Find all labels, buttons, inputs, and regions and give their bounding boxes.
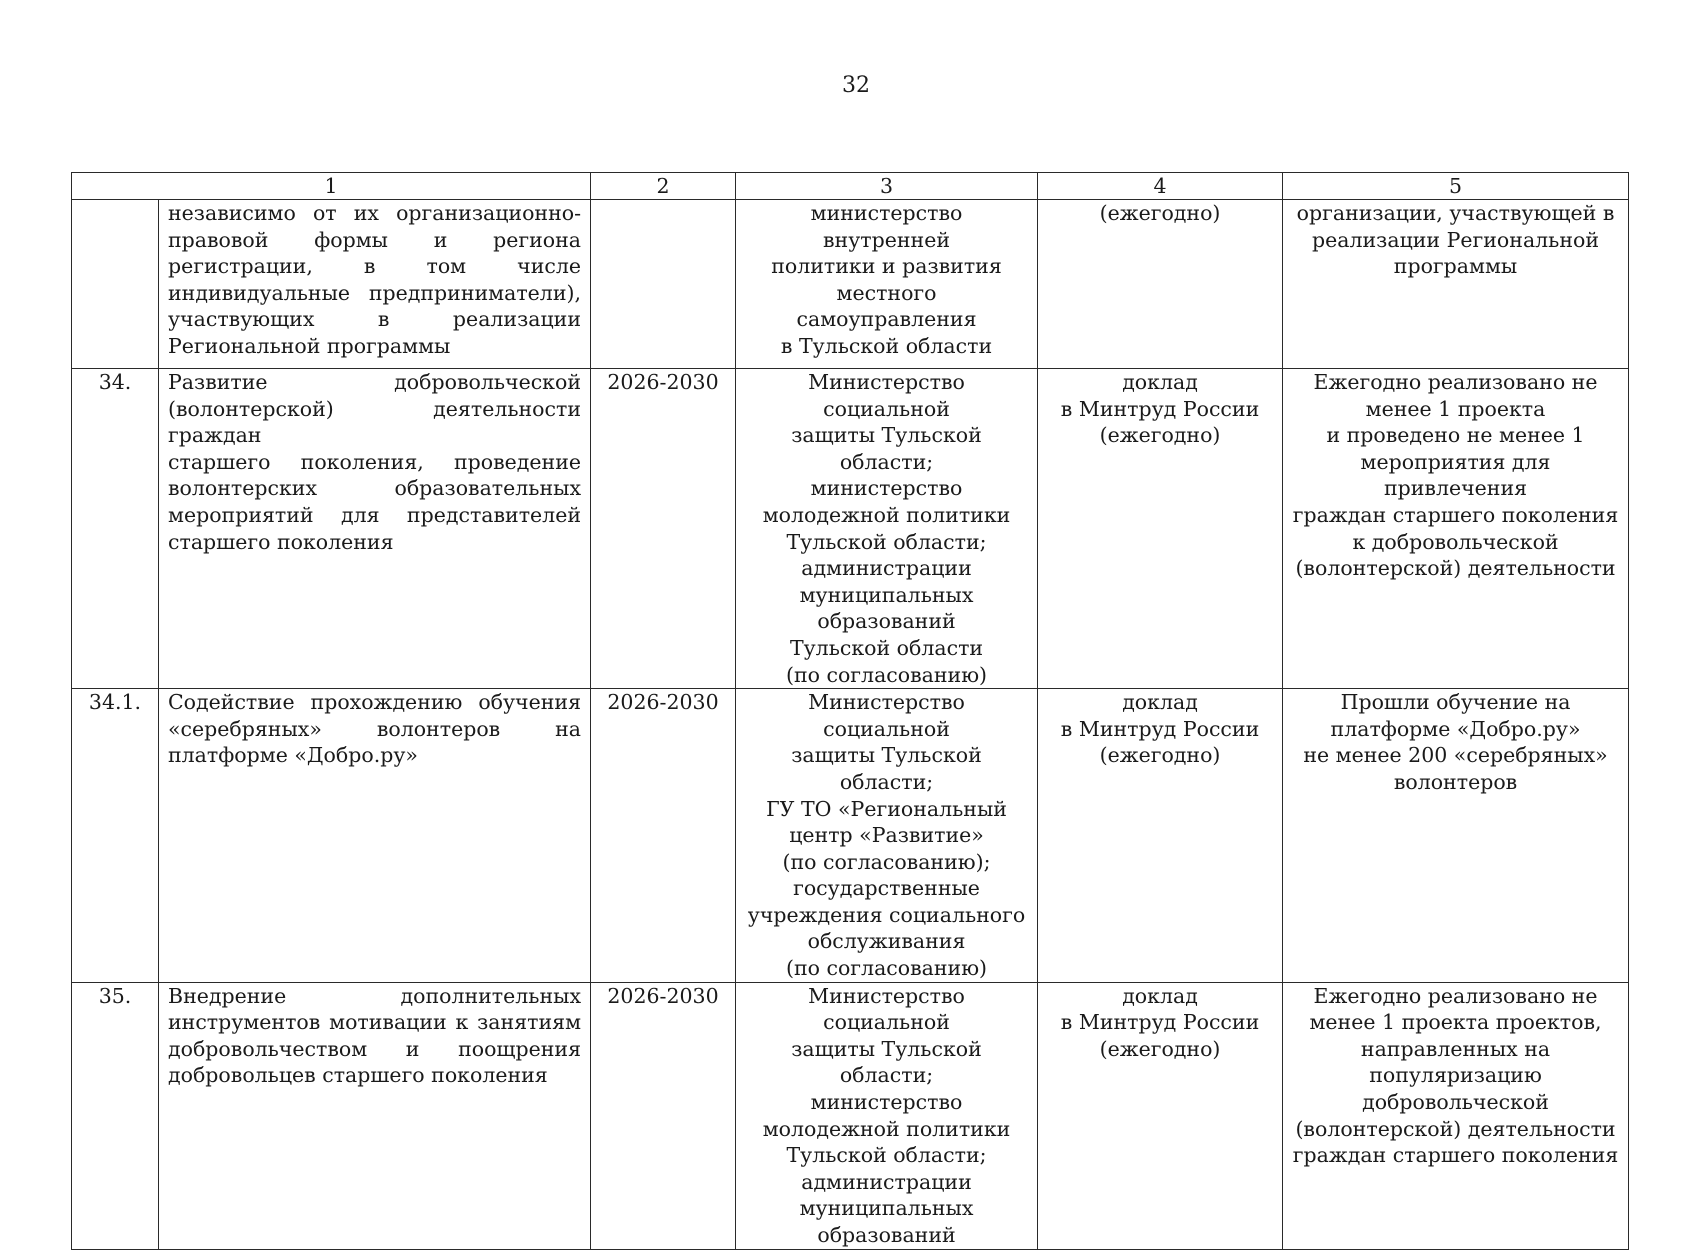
cell-line: (по согласованию) (785, 662, 988, 687)
cell-line: (по согласованию); (782, 849, 991, 874)
cell-line: менее 1 проекта проектов, (1309, 1010, 1602, 1035)
cell-line: обслуживания (807, 929, 966, 954)
cell-line: граждан старшего поколения (1292, 1143, 1619, 1168)
cell-line: добровольцев старшего поколения (168, 1063, 548, 1088)
cell-line: не менее 200 «серебряных» (1303, 743, 1608, 768)
cell-line: независимо от их организационно- (168, 201, 582, 225)
cell-line: граждан старшего поколения (1292, 502, 1619, 527)
cell-line: муниципальных (799, 1196, 974, 1221)
cell-line: молодежной политики (762, 1116, 1011, 1141)
cell-line: муниципальных (799, 582, 974, 607)
cell-line: Ежегодно реализовано не (1313, 370, 1598, 394)
cell-line: мероприятия для привлечения (1360, 449, 1551, 501)
cell-line: популяризацию (1369, 1063, 1542, 1088)
cell-line: менее 1 проекта (1365, 396, 1546, 421)
cell-line: Региональной программы (168, 333, 451, 358)
implementation-period (591, 200, 736, 369)
cell-line: ГУ ТО «Региональный (766, 796, 1007, 821)
cell-line: Тульской области; (786, 529, 987, 554)
cell-line: образований (817, 1223, 956, 1247)
cell-line: учреждения социального (747, 902, 1026, 927)
cell-line: министерство внутренней (810, 201, 963, 252)
cell-line: (ежегодно) (1099, 423, 1221, 448)
table-row (72, 689, 1629, 983)
measure-name (159, 689, 591, 983)
cell-line: (волонтерской) деятельности (1295, 556, 1616, 581)
cell-line: платформе «Добро.ру» (1330, 716, 1581, 741)
cell-line: государственные (793, 876, 980, 901)
implementation-period: 2026-2030 (591, 689, 736, 983)
responsible-executors (736, 982, 1038, 1249)
cell-line: министерство (810, 1090, 963, 1115)
cell-line: добровольчеством и поощрения (168, 1036, 582, 1061)
column-header-2: 2 (591, 173, 736, 200)
cell-line: «серебряных» волонтеров на (168, 716, 582, 741)
cell-line: администрации (801, 556, 972, 581)
cell-line: волонтеров (1393, 769, 1518, 794)
measure-name (159, 200, 591, 369)
cell-line: инструментов мотивации к занятиям (168, 1010, 582, 1035)
cell-line: и проведено не менее 1 (1326, 423, 1585, 448)
cell-line: (волонтерской) деятельности (1295, 1116, 1616, 1141)
cell-line: местного самоуправления (796, 280, 977, 332)
item-number: 34.1. (72, 689, 159, 983)
cell-line: добровольческой (1362, 1090, 1549, 1115)
cell-line: (по согласованию) (785, 956, 988, 981)
cell-line: молодежной политики (762, 502, 1011, 527)
cell-line: защиты Тульской области; (791, 743, 982, 794)
cell-line: к добровольческой (1352, 529, 1559, 554)
cell-line: (ежегодно) (1099, 201, 1221, 225)
cell-line: центр «Развитие» (789, 823, 984, 848)
cell-line: мероприятий для представителей (168, 502, 582, 527)
cell-line: правовой формы и региона (168, 227, 582, 252)
responsible-executors (736, 200, 1038, 369)
cell-line: Содействие прохождению обучения (168, 690, 582, 715)
responsible-executors (736, 689, 1038, 983)
column-header-5: 5 (1283, 173, 1629, 200)
cell-line: Прошли обучение на (1340, 690, 1571, 715)
cell-line: министерство (810, 476, 963, 501)
table-header-row (72, 173, 1629, 200)
cell-line: в Минтруд России (1060, 1010, 1260, 1035)
expected-result (1283, 982, 1629, 1249)
implementation-period: 2026-2030 (591, 369, 736, 689)
page-number: 32 (842, 73, 870, 98)
cell-line: в Минтруд России (1060, 716, 1260, 741)
measures-table (71, 172, 1629, 1250)
cell-line: старшего поколения (168, 529, 394, 554)
cell-line: (ежегодно) (1099, 743, 1221, 768)
responsible-executors (736, 369, 1038, 689)
cell-line: участвующих в реализации (168, 307, 582, 332)
table-row (72, 369, 1629, 689)
implementation-period: 2026-2030 (591, 982, 736, 1249)
cell-line: доклад (1122, 690, 1198, 715)
column-header-1: 1 (72, 173, 591, 200)
reporting-form (1038, 982, 1283, 1249)
cell-line: (ежегодно) (1099, 1036, 1221, 1061)
item-number (72, 200, 159, 369)
column-header-3: 3 (736, 173, 1038, 200)
cell-line: регистрации, в том числе (168, 254, 582, 279)
cell-line: политики и развития (771, 254, 1002, 279)
cell-line: платформе «Добро.ру» (168, 743, 418, 768)
cell-line: защиты Тульской области; (791, 1036, 982, 1088)
cell-line: (волонтерской) деятельности граждан (168, 396, 582, 448)
table-row (72, 200, 1629, 369)
cell-line: старшего поколения, проведение (168, 449, 582, 474)
cell-line: Развитие добровольческой (168, 370, 582, 394)
cell-line: Ежегодно реализовано не (1313, 983, 1598, 1008)
cell-line: защиты Тульской области; (791, 423, 982, 474)
cell-line: в Минтруд России (1060, 396, 1260, 421)
cell-line: программы (1393, 254, 1518, 279)
cell-line: Министерство социальной (808, 983, 965, 1035)
cell-line: волонтерских образовательных (168, 476, 582, 501)
measure-name (159, 369, 591, 689)
cell-line: доклад (1122, 370, 1198, 394)
cell-line: Тульской области; (786, 1143, 987, 1168)
reporting-form (1038, 369, 1283, 689)
cell-line: доклад (1122, 983, 1198, 1008)
cell-line: Министерство социальной (808, 370, 965, 421)
cell-line: Министерство социальной (808, 690, 965, 741)
cell-line: образований (817, 609, 956, 634)
item-number: 35. (72, 982, 159, 1249)
measure-name (159, 982, 591, 1249)
expected-result (1283, 200, 1629, 369)
cell-line: реализации Региональной (1312, 227, 1600, 252)
cell-line: организации, участвующей в (1296, 201, 1615, 225)
cell-line: администрации (801, 1169, 972, 1194)
reporting-form (1038, 200, 1283, 369)
cell-line: Тульской области (789, 635, 984, 660)
cell-line: в Тульской области (780, 333, 993, 358)
expected-result (1283, 369, 1629, 689)
cell-line: Внедрение дополнительных (168, 983, 582, 1008)
table-row (72, 982, 1629, 1249)
cell-line: индивидуальные предприниматели), (168, 280, 582, 305)
cell-line: направленных на (1360, 1036, 1551, 1061)
expected-result (1283, 689, 1629, 983)
column-header-4: 4 (1038, 173, 1283, 200)
item-number: 34. (72, 369, 159, 689)
reporting-form (1038, 689, 1283, 983)
